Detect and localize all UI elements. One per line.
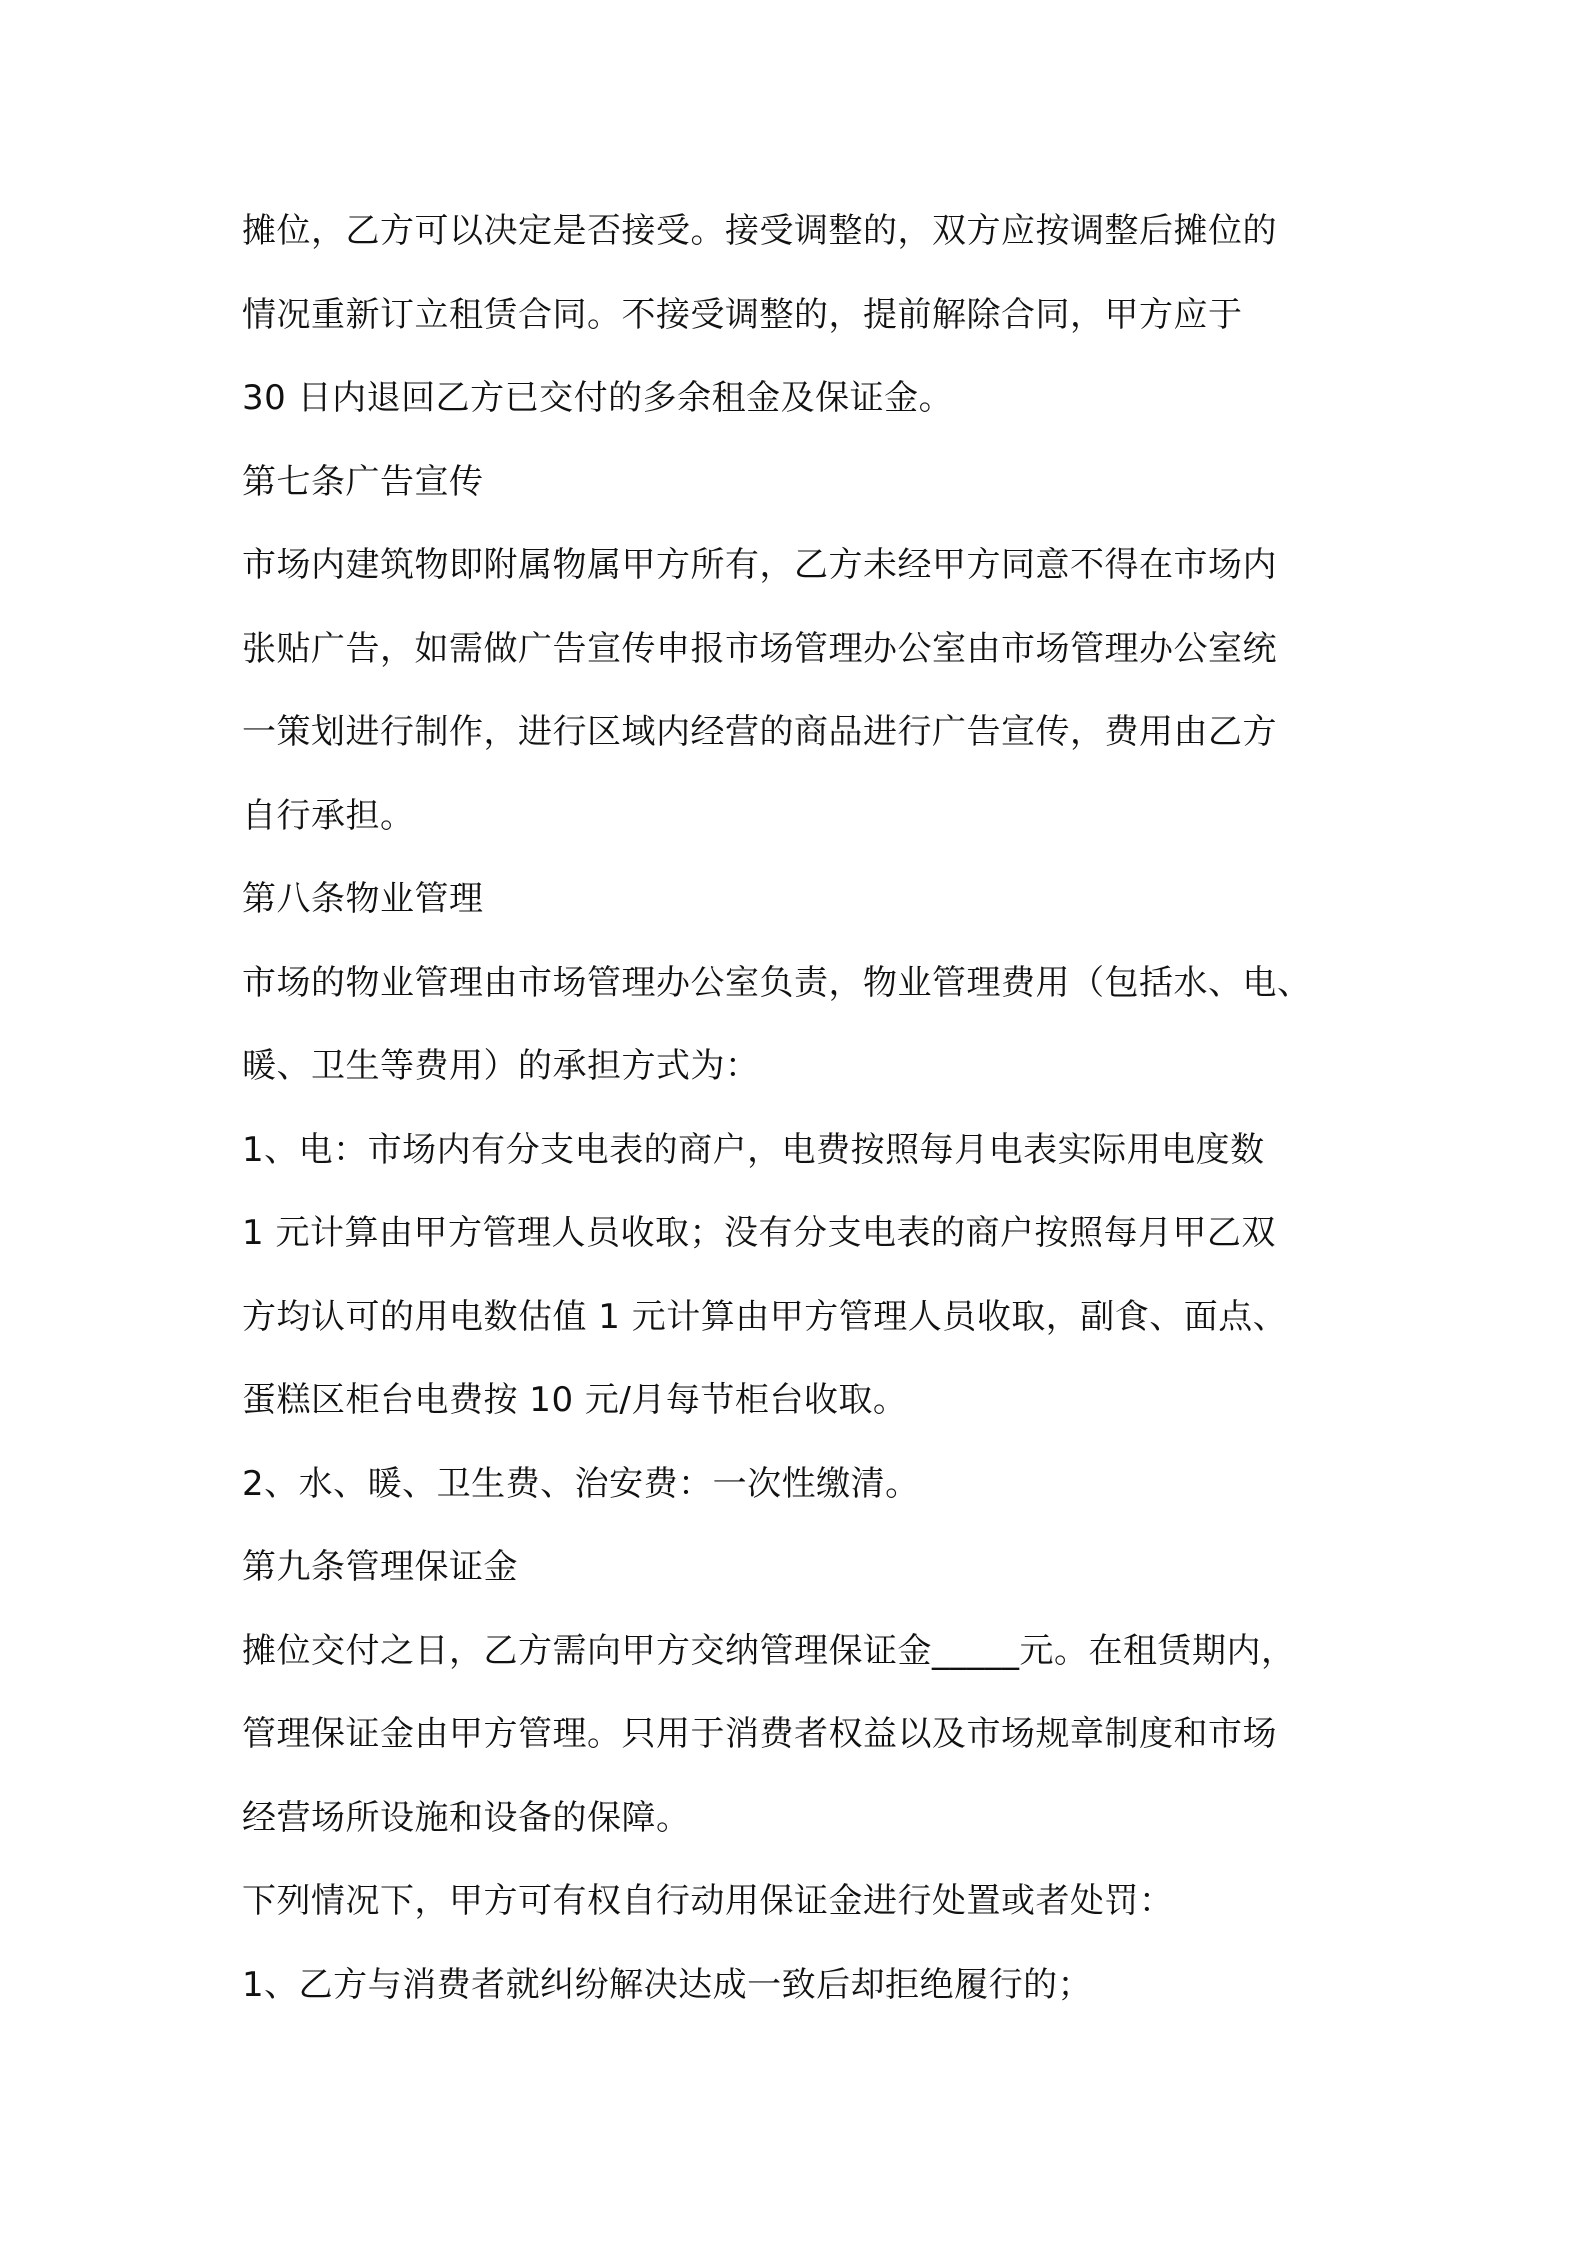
- paragraph-line: 30 日内退回乙方已交付的多余租金及保证金。: [242, 378, 954, 418]
- list-item-electricity: 1、电：市场内有分支电表的商户，电费按照每月电表实际用电度数: [242, 1129, 1265, 1170]
- paragraph-line: 市场的物业管理由市场管理办公室负责，物业管理费用（包括水、电、: [242, 962, 1312, 1003]
- document-body: [242, 190, 1362, 2027]
- paragraph-line: 摊位，乙方可以决定是否接受。接受调整的，双方应按调整后摊位的: [242, 211, 1277, 251]
- section-heading-article-8: 第八条物业管理: [242, 879, 484, 919]
- paragraph-line: 自行承担。: [242, 795, 415, 836]
- paragraph-line: 下列情况下，甲方可有权自行动用保证金进行处置或者处罚：: [242, 1881, 1174, 1921]
- list-item-dispute: 1、乙方与消费者就纠纷解决达成一致后却拒绝履行的；: [242, 1964, 1093, 2005]
- paragraph-line: 一策划进行制作，进行区域内经营的商品进行广告宣传，费用由乙方: [242, 712, 1277, 752]
- paragraph-line: 管理保证金由甲方管理。只用于消费者权益以及市场规章制度和市场: [242, 1714, 1277, 1754]
- paragraph-line: 情况重新订立租赁合同。不接受调整的，提前解除合同，甲方应于: [242, 294, 1243, 335]
- paragraph-line: 暖、卫生等费用）的承担方式为：: [242, 1046, 760, 1086]
- section-heading-article-7: 第七条广告宣传: [242, 461, 484, 502]
- paragraph-line: 经营场所设施和设备的保障。: [242, 1797, 691, 1838]
- section-heading-article-9: 第九条管理保证金: [242, 1547, 518, 1587]
- paragraph-line: 摊位交付之日，乙方需向甲方交纳管理保证金_____元。在租赁期内，: [242, 1630, 1296, 1671]
- paragraph-line: 方均认可的用电数估值 1 元计算由甲方管理人员收取，副食、面点、: [242, 1296, 1288, 1337]
- paragraph-line: 1 元计算由甲方管理人员收取；没有分支电表的商户按照每月甲乙双: [242, 1213, 1276, 1253]
- paragraph-line: 张贴广告，如需做广告宣传申报市场管理办公室由市场管理办公室统: [242, 628, 1277, 669]
- list-item-water-heating: 2、水、暖、卫生费、治安费：一次性缴清。: [242, 1463, 920, 1504]
- paragraph-line: 蛋糕区柜台电费按 10 元/月每节柜台收取。: [242, 1380, 908, 1420]
- paragraph-line: 市场内建筑物即附属物属甲方所有，乙方未经甲方同意不得在市场内: [242, 545, 1277, 585]
